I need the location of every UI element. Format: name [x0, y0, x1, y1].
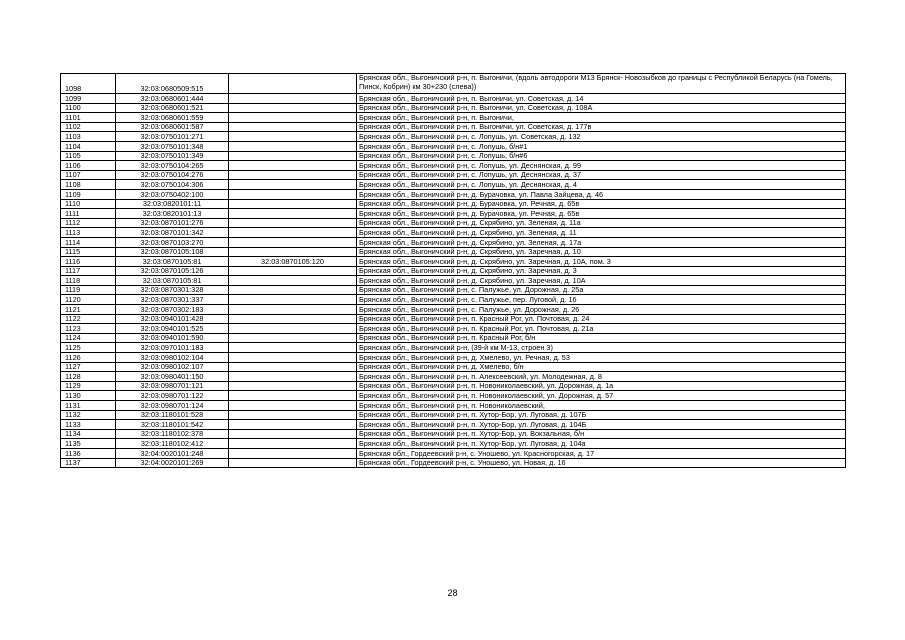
row-number-cell: 1114	[61, 237, 116, 247]
related-cadastral-number-cell	[229, 228, 357, 238]
table-row	[61, 103, 846, 113]
row-number-cell: 1132	[61, 410, 116, 420]
row-number-cell: 1106	[61, 161, 116, 171]
row-number-cell: 1125	[61, 343, 116, 353]
table-row	[61, 199, 846, 209]
row-number-cell: 1137	[61, 458, 116, 468]
address-cell: Брянская обл., Выгоничский р-н, п. Выгоничи,	[357, 113, 846, 123]
address-cell: Брянская обл., Выгоничский р-н, п. Красный Рог, б/н	[357, 333, 846, 343]
address-cell: Брянская обл., Выгоничский р-н, с. Палужье, ул. Дорожная, д. 26	[357, 305, 846, 315]
table-row	[61, 266, 846, 276]
table-row	[61, 180, 846, 190]
table-row	[61, 151, 846, 161]
cadastral-number-cell: 32:03:0870301:337	[116, 295, 229, 305]
address-cell: Брянская обл., Выгоничский р-н, п. Выгоничи, ул. Советская, д. 14	[357, 94, 846, 104]
row-number-cell: 1128	[61, 372, 116, 382]
row-number-cell: 1100	[61, 103, 116, 113]
row-number-cell: 1102	[61, 122, 116, 132]
table-row	[61, 209, 846, 219]
row-number-cell: 1098	[61, 74, 116, 94]
row-number-cell: 1116	[61, 257, 116, 267]
related-cadastral-number-cell	[229, 266, 357, 276]
address-cell: Брянская обл., Выгоничский р-н, д. Бурачовка, ул. Речная, д. 65в	[357, 199, 846, 209]
row-number-cell: 1107	[61, 170, 116, 180]
table-row	[61, 113, 846, 123]
row-number-cell: 1127	[61, 362, 116, 372]
related-cadastral-number-cell	[229, 333, 357, 343]
cadastral-number-cell: 32:03:0680601:521	[116, 103, 229, 113]
address-cell: Брянская обл., Выгоничский р-н, с. Палужье, пер. Луговой, д. 16	[357, 295, 846, 305]
address-cell: Брянская обл., Выгоничский р-н, п. Выгоничи, ул. Советская, д. 108А	[357, 103, 846, 113]
registry-table	[60, 73, 846, 468]
row-number-cell: 1135	[61, 439, 116, 449]
cadastral-number-cell: 32:03:0940101:428	[116, 314, 229, 324]
address-cell: Брянская обл., Выгоничский р-н, с. Лопушь, ул. Деснянская, д. 4	[357, 180, 846, 190]
row-number-cell: 1110	[61, 199, 116, 209]
related-cadastral-number-cell	[229, 122, 357, 132]
related-cadastral-number-cell	[229, 209, 357, 219]
cadastral-number-cell: 32:03:0750104:276	[116, 170, 229, 180]
cadastral-number-cell: 32:04:0020101:248	[116, 448, 229, 458]
cadastral-number-cell: 32:03:1180101:528	[116, 410, 229, 420]
table-row	[61, 401, 846, 411]
table-row	[61, 372, 846, 382]
related-cadastral-number-cell	[229, 372, 357, 382]
address-cell: Брянская обл., Выгоничский р-н, п. Новониколаевский, ул. Дорожная, д. 1а	[357, 381, 846, 391]
registry-table-body	[61, 74, 846, 468]
address-cell: Брянская обл., Выгоничский р-н, д. Хмелево, ул. Речная, д. 53	[357, 353, 846, 363]
cadastral-number-cell: 32:03:0870105:81	[116, 257, 229, 267]
cadastral-number-cell: 32:03:0680601:587	[116, 122, 229, 132]
related-cadastral-number-cell	[229, 199, 357, 209]
address-cell: Брянская обл., Выгоничский р-н, п. Новониколаевский,	[357, 401, 846, 411]
row-number-cell: 1136	[61, 448, 116, 458]
row-number-cell: 1105	[61, 151, 116, 161]
related-cadastral-number-cell	[229, 410, 357, 420]
related-cadastral-number-cell	[229, 314, 357, 324]
cadastral-number-cell: 32:03:1180101:542	[116, 420, 229, 430]
related-cadastral-number-cell	[229, 103, 357, 113]
related-cadastral-number-cell	[229, 353, 357, 363]
table-row	[61, 381, 846, 391]
cadastral-number-cell: 32:03:0980701:121	[116, 381, 229, 391]
related-cadastral-number-cell: 32:03:0870105:120	[229, 257, 357, 267]
address-cell: Брянская обл., Гордеевский р-н, с. Уношево, ул. Новая, д. 16	[357, 458, 846, 468]
cadastral-number-cell: 32:03:0870103:270	[116, 237, 229, 247]
cadastral-number-cell: 32:03:0680509:515	[116, 74, 229, 94]
row-number-cell: 1099	[61, 94, 116, 104]
cadastral-number-cell: 32:03:0870105:81	[116, 276, 229, 286]
related-cadastral-number-cell	[229, 362, 357, 372]
address-cell: Брянская обл., Выгоничский р-н, с. Лопушь, б/н#1	[357, 141, 846, 151]
row-number-cell: 1108	[61, 180, 116, 190]
table-row	[61, 285, 846, 295]
cadastral-number-cell: 32:03:0750104:306	[116, 180, 229, 190]
table-row	[61, 343, 846, 353]
table-row	[61, 189, 846, 199]
cadastral-number-cell: 32:03:0980701:122	[116, 391, 229, 401]
related-cadastral-number-cell	[229, 285, 357, 295]
related-cadastral-number-cell	[229, 439, 357, 449]
address-cell: Брянская обл., Выгоничский р-н, д. Хмелево, б/н	[357, 362, 846, 372]
address-cell: Брянская обл., Выгоничский р-н, п. Хутор-Бор, ул. Луговая, д. 107Б	[357, 410, 846, 420]
cadastral-number-cell: 32:03:0940101:525	[116, 324, 229, 334]
table-row	[61, 228, 846, 238]
row-number-cell: 1129	[61, 381, 116, 391]
row-number-cell: 1134	[61, 429, 116, 439]
row-number-cell: 1103	[61, 132, 116, 142]
table-row	[61, 429, 846, 439]
address-cell: Брянская обл., Выгоничский р-н, д. Бурачовка, ул. Павла Зайцева, д. 46	[357, 189, 846, 199]
address-cell: Брянская обл., Гордеевский р-н, с. Уношево, ул. Красногорская, д. 17	[357, 448, 846, 458]
address-cell: Брянская обл., Выгоничский р-н, п. Красный Рог, ул. Почтовая, д. 24	[357, 314, 846, 324]
address-cell: Брянская обл., Выгоничский р-н, д. Скрябино, ул. Заречная, д. 3	[357, 266, 846, 276]
table-row	[61, 247, 846, 257]
address-cell: Брянская обл., Выгоничский р-н, д. Скрябино, ул. Зеленая, д. 17а	[357, 237, 846, 247]
row-number-cell: 1130	[61, 391, 116, 401]
cadastral-number-cell: 32:03:1180102:378	[116, 429, 229, 439]
address-cell: Брянская обл., Выгоничский р-н, с. Лопушь, б/н#6	[357, 151, 846, 161]
table-row	[61, 161, 846, 171]
cadastral-number-cell: 32:03:0870101:342	[116, 228, 229, 238]
table-row	[61, 420, 846, 430]
cadastral-number-cell: 32:03:0940101:590	[116, 333, 229, 343]
address-cell: Брянская обл., Выгоничский р-н, с. Лопушь, ул. Советская, д. 132	[357, 132, 846, 142]
table-row	[61, 132, 846, 142]
row-number-cell: 1104	[61, 141, 116, 151]
row-number-cell: 1119	[61, 285, 116, 295]
row-number-cell: 1123	[61, 324, 116, 334]
related-cadastral-number-cell	[229, 343, 357, 353]
cadastral-number-cell: 32:03:0970101:183	[116, 343, 229, 353]
address-cell: Брянская обл., Выгоничский р-н, д. Скрябино, ул. Зеленая, д. 11а	[357, 218, 846, 228]
cadastral-number-cell: 32:03:0980701:124	[116, 401, 229, 411]
table-row	[61, 94, 846, 104]
cadastral-number-cell: 32:03:0750104:265	[116, 161, 229, 171]
address-cell: Брянская обл., Выгоничский р-н, п. Выгоничи, (вдоль автодороги М13 Брянск- Новозыбков до границы с Республикой Беларусь (на Гомель, Пинск, Кобрин) км 30+230 (слева))	[357, 74, 846, 94]
cadastral-number-cell: 32:03:0820101:11	[116, 199, 229, 209]
related-cadastral-number-cell	[229, 94, 357, 104]
related-cadastral-number-cell	[229, 218, 357, 228]
table-row	[61, 295, 846, 305]
cadastral-number-cell: 32:03:0680601:559	[116, 113, 229, 123]
related-cadastral-number-cell	[229, 141, 357, 151]
row-number-cell: 1131	[61, 401, 116, 411]
cadastral-number-cell: 32:03:0980401:150	[116, 372, 229, 382]
cadastral-number-cell: 32:03:0820101:13	[116, 209, 229, 219]
table-row	[61, 122, 846, 132]
related-cadastral-number-cell	[229, 276, 357, 286]
related-cadastral-number-cell	[229, 170, 357, 180]
address-cell: Брянская обл., Выгоничский р-н, (39-й км М-13, строен 3)	[357, 343, 846, 353]
related-cadastral-number-cell	[229, 74, 357, 94]
table-row	[61, 74, 846, 94]
related-cadastral-number-cell	[229, 237, 357, 247]
related-cadastral-number-cell	[229, 151, 357, 161]
row-number-cell: 1118	[61, 276, 116, 286]
address-cell: Брянская обл., Выгоничский р-н, д. Скрябино, ул. Заречная, д. 10	[357, 247, 846, 257]
cadastral-number-cell: 32:03:0750101:349	[116, 151, 229, 161]
row-number-cell: 1122	[61, 314, 116, 324]
related-cadastral-number-cell	[229, 429, 357, 439]
address-cell: Брянская обл., Выгоничский р-н, п. Алексеевский, ул. Молодежная, д. 8	[357, 372, 846, 382]
row-number-cell: 1133	[61, 420, 116, 430]
row-number-cell: 1109	[61, 189, 116, 199]
row-number-cell: 1101	[61, 113, 116, 123]
related-cadastral-number-cell	[229, 113, 357, 123]
row-number-cell: 1115	[61, 247, 116, 257]
related-cadastral-number-cell	[229, 305, 357, 315]
related-cadastral-number-cell	[229, 420, 357, 430]
row-number-cell: 1124	[61, 333, 116, 343]
cadastral-number-cell: 32:03:0870105:108	[116, 247, 229, 257]
address-cell: Брянская обл., Выгоничский р-н, п. Красный Рог, ул. Почтовая, д. 21а	[357, 324, 846, 334]
address-cell: Брянская обл., Выгоничский р-н, д. Скрябино, ул. Заречная, д. 10А	[357, 276, 846, 286]
related-cadastral-number-cell	[229, 161, 357, 171]
address-cell: Брянская обл., Выгоничский р-н, с. Палужье, ул. Дорожная, д. 25а	[357, 285, 846, 295]
table-row	[61, 324, 846, 334]
related-cadastral-number-cell	[229, 324, 357, 334]
table-row	[61, 448, 846, 458]
related-cadastral-number-cell	[229, 391, 357, 401]
table-row	[61, 276, 846, 286]
row-number-cell: 1121	[61, 305, 116, 315]
table-row	[61, 458, 846, 468]
related-cadastral-number-cell	[229, 189, 357, 199]
table-row	[61, 391, 846, 401]
related-cadastral-number-cell	[229, 247, 357, 257]
table-row	[61, 439, 846, 449]
address-cell: Брянская обл., Выгоничский р-н, д. Скрябино, ул. Зеленая, д. 11	[357, 228, 846, 238]
related-cadastral-number-cell	[229, 132, 357, 142]
row-number-cell: 1117	[61, 266, 116, 276]
table-row	[61, 218, 846, 228]
table-row	[61, 333, 846, 343]
row-number-cell: 1126	[61, 353, 116, 363]
related-cadastral-number-cell	[229, 180, 357, 190]
table-row	[61, 141, 846, 151]
cadastral-number-cell: 32:03:0750402:100	[116, 189, 229, 199]
address-cell: Брянская обл., Выгоничский р-н, п. Новониколаевский, ул. Дорожная, д. 57	[357, 391, 846, 401]
table-row	[61, 410, 846, 420]
address-cell: Брянская обл., Выгоничский р-н, п. Выгоничи, ул. Советская, д. 177в	[357, 122, 846, 132]
address-cell: Брянская обл., Выгоничский р-н, п. Хутор-Бор, ул. Луговая, д. 104Б	[357, 420, 846, 430]
row-number-cell: 1112	[61, 218, 116, 228]
table-row	[61, 170, 846, 180]
related-cadastral-number-cell	[229, 458, 357, 468]
cadastral-number-cell: 32:03:0750101:271	[116, 132, 229, 142]
cadastral-number-cell: 32:03:0980102:104	[116, 353, 229, 363]
table-row	[61, 237, 846, 247]
page-number: 28	[447, 588, 458, 598]
table-row	[61, 362, 846, 372]
table-row	[61, 314, 846, 324]
address-cell: Брянская обл., Выгоничский р-н, п. Хутор-Бор, ул. Луговая, д. 104а	[357, 439, 846, 449]
address-cell: Брянская обл., Выгоничский р-н, д. Скрябино, ул. Заречная, д. 10А, пом. 3	[357, 257, 846, 267]
address-cell: Брянская обл., Выгоничский р-н, с. Лопушь, ул. Деснянская, д. 37	[357, 170, 846, 180]
cadastral-number-cell: 32:04:0020101:269	[116, 458, 229, 468]
related-cadastral-number-cell	[229, 295, 357, 305]
cadastral-number-cell: 32:03:0980102:107	[116, 362, 229, 372]
table-row	[61, 305, 846, 315]
address-cell: Брянская обл., Выгоничский р-н, п. Хутор-Бор, ул. Вокзальная, б/н	[357, 429, 846, 439]
cadastral-number-cell: 32:03:0870105:126	[116, 266, 229, 276]
cadastral-number-cell: 32:03:0870101:276	[116, 218, 229, 228]
row-number-cell: 1113	[61, 228, 116, 238]
address-cell: Брянская обл., Выгоничский р-н, д. Бурачовка, ул. Речная, д. 65в	[357, 209, 846, 219]
table-row	[61, 353, 846, 363]
related-cadastral-number-cell	[229, 448, 357, 458]
cadastral-number-cell: 32:03:0870302:183	[116, 305, 229, 315]
cadastral-number-cell: 32:03:0680601:444	[116, 94, 229, 104]
cadastral-number-cell: 32:03:0870301:328	[116, 285, 229, 295]
cadastral-number-cell: 32:03:1180102:412	[116, 439, 229, 449]
related-cadastral-number-cell	[229, 381, 357, 391]
address-cell: Брянская обл., Выгоничский р-н, с. Лопушь, ул. Деснянская, д. 99	[357, 161, 846, 171]
table-row	[61, 257, 846, 267]
row-number-cell: 1111	[61, 209, 116, 219]
cadastral-number-cell: 32:03:0750101:348	[116, 141, 229, 151]
row-number-cell: 1120	[61, 295, 116, 305]
related-cadastral-number-cell	[229, 401, 357, 411]
